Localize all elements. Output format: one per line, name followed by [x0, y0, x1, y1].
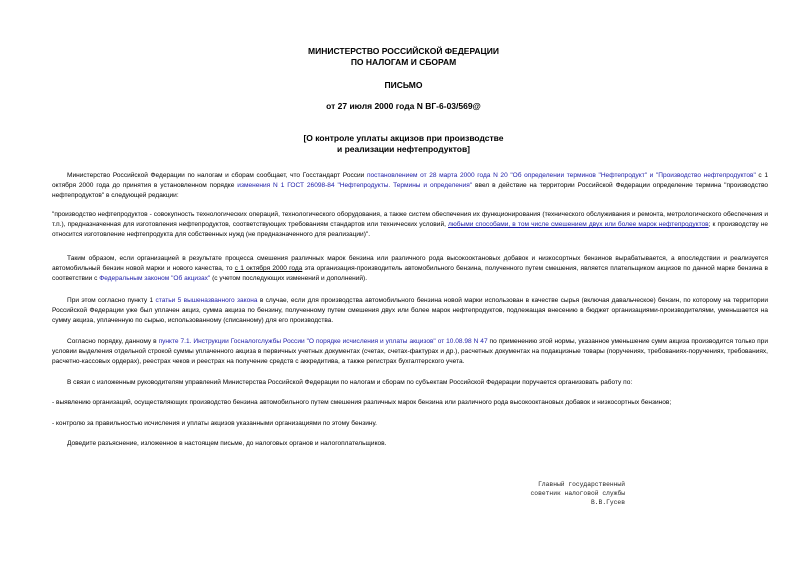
paragraph-5-text: Согласно порядку, данному в [67, 338, 159, 345]
document-date-number: от 27 июля 2000 года N ВГ-6-03/569@ [326, 101, 481, 111]
paragraph-5-text-2: по применению этой нормы, указанное уменьшение сумм акциза производится только при условии выделения отдельной строкой суммы уплаченного акциза в первичных учетных документах (счетах, счетах-фактурах и др.), расчетных документах на подакцизные товары (поручениях, требованиях-поручениях, требованиях, расчетно-кассовых ордерах), реестрах чеков и реестрах на получение средств с аккредитива, а также регистрах бухгалтерского учета. [52, 338, 768, 365]
definition-underlined: любыми способами, в том числе смешением двух или более марок нефтепродуктов [448, 221, 709, 228]
signature-name: В.В.Гусев [590, 499, 625, 506]
paragraph-3-text-2: эта организация-производитель автомобильного бензина, полученного путем смешения, является плательщиком акцизов по данной марке бензина в соответствии с [52, 265, 768, 282]
paragraph-8: - контролю за правильностью исчисления и уплаты акцизов указанными организациями по этому бензину. [52, 420, 377, 427]
document-subject-line-1: [О контроле уплаты акцизов при производстве [303, 133, 504, 143]
article-5-link[interactable]: статьи 5 вышеназванного закона [155, 297, 258, 304]
paragraph-1-text-2: с 1 октября 2000 года до принятия в установленном порядке [52, 172, 768, 189]
paragraph-1 [52, 171, 768, 201]
paragraph-4-text: При этом согласно пункту 1 [67, 297, 156, 304]
paragraph-5 [52, 337, 768, 367]
date-underlined: с 1 октября 2000 года [234, 265, 303, 272]
paragraph-4-text-2: в случае, если для производства автомобильного бензина новой марки использован в качестве сырья (включая давальческое) бензин, по которому на территории Российской Федерации уже был уплачен акциз, сумма акциза по бензину, полученному путем смешения двух или более марок нефтепродуктов, подлежащая внесению в бюджет организациями-производителями, уменьшается на сумму акциза, уплаченную по сырью, использованному (списанному) для его производства. [52, 297, 768, 324]
document-type: ПИСЬМО [384, 80, 423, 90]
paragraph-7: - выявлению организаций, осуществляющих производство бензина автомобильного путем смешения различных марок бензина или различного рода высокооктановых добавок и низкосортных бензинов; [52, 399, 672, 406]
excise-law-link[interactable]: Федеральным законом "Об акцизах" [99, 275, 211, 282]
definition-text-2: ; к производству не относится изготовление нефтепродукта для собственных нужд (не предназначенного для реализации)". [52, 221, 768, 238]
paragraph-1-text-3: ввел в действие на территории Российской Федерации определение термина "производство нефтепродуктов" в следующей редакции: [52, 182, 769, 199]
signature-title-1: Главный государственный [538, 481, 625, 488]
gost-amendment-link[interactable]: изменения N 1 ГОСТ 26098-84 "Нефтепродукты. Термины и определения" [237, 182, 473, 189]
paragraph-6: В связи с изложенным руководителям управлений Министерства Российской Федерации по налогам и сборам по субъектам Российской Федерации поручается организовать работу по: [67, 379, 633, 386]
document-subject-line-2: и реализации нефтепродуктов] [337, 144, 470, 154]
signature-title-2: советник налоговой службы [530, 490, 625, 497]
ministry-line-2: ПО НАЛОГАМ И СБОРАМ [350, 57, 457, 67]
paragraph-3 [52, 254, 768, 284]
paragraph-9: Доведите разъяснение, изложенное в настоящем письме, до налоговых органов и налогоплательщиков. [67, 440, 387, 447]
gosstandart-resolution-link[interactable]: постановлением от 28 марта 2000 года N 20 "Об определении терминов "Нефтепродукт" и "Производство нефтепродуктов" [366, 172, 756, 179]
paragraph-definition [52, 210, 768, 240]
paragraph-3-text-3: (с учетом последующих изменений и дополнений). [210, 275, 368, 282]
ministry-line-1: МИНИСТЕРСТВО РОССИЙСКОЙ ФЕДЕРАЦИИ [308, 46, 499, 56]
instruction-link[interactable]: пункте 7.1. Инструкции Госналогслужбы России "О порядке исчисления и уплаты акцизов" от 10.08.98 N 47 [158, 338, 488, 345]
paragraph-3-text: Таким образом, если организацией в результате процесса смешения различных марок бензина или различного рода высокооктановых добавок и низкосортных бензинов вырабатывается, а впоследствии и реализуется автомобильный бензин новой марки и нового качества, то [52, 255, 768, 272]
definition-text: "производство нефтепродуктов - совокупность технологических операций, технологического оборудования, а также систем обеспечения их функционирования (технического обслуживания и ремонта, метрологического обеспечения и т.п.), предназначенная для изготовления нефтепродуктов, соответствующих требованиям стандартов или технических условий, [52, 211, 768, 228]
paragraph-4 [52, 296, 768, 326]
paragraph-1-text: Министерство Российской Федерации по налогам и сборам сообщает, что Госстандарт России [67, 172, 367, 179]
